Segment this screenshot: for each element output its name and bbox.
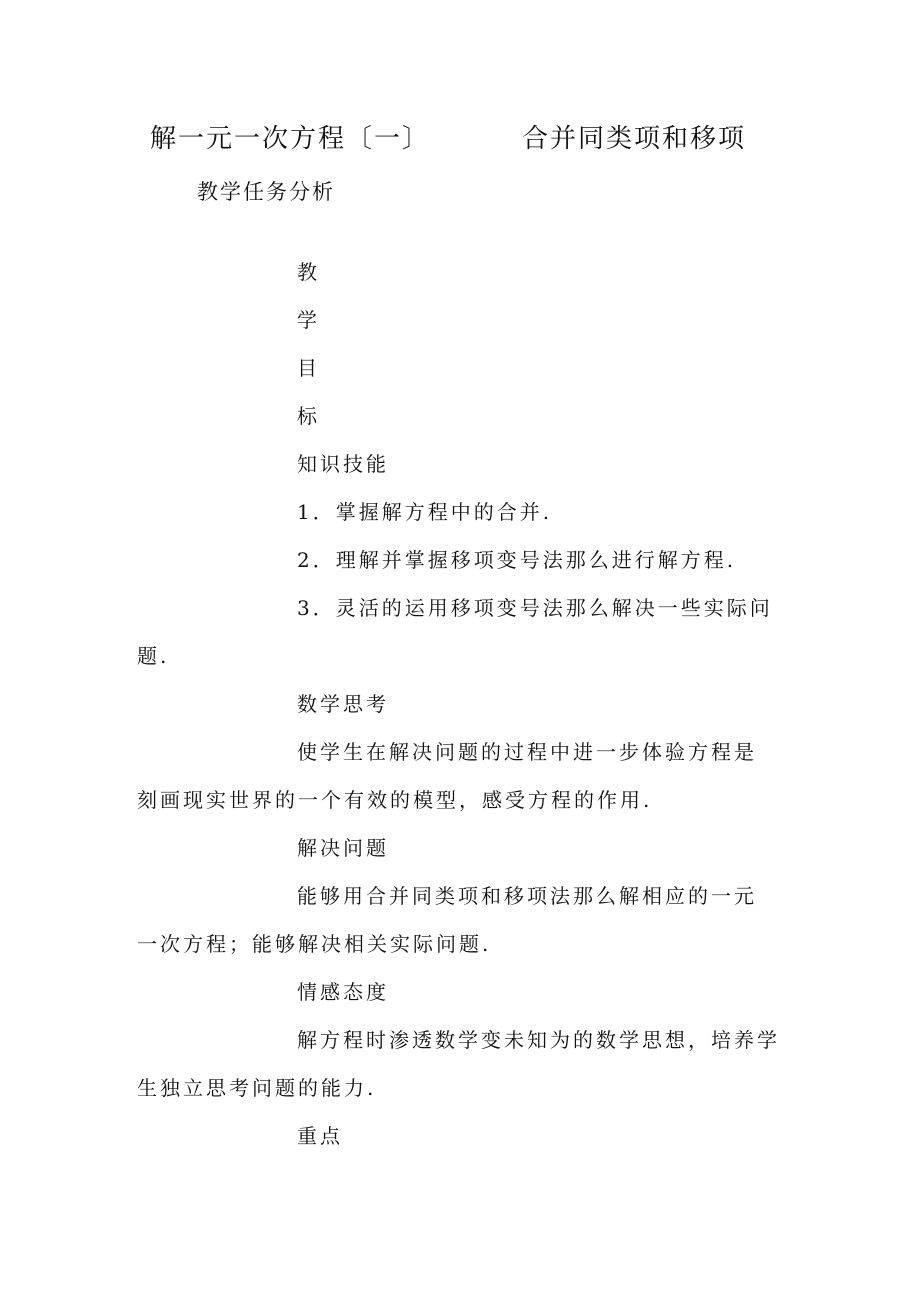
thinking-heading: 数学思考 [297, 692, 389, 716]
section-heading-task-analysis: 教学任务分析 [197, 180, 335, 204]
knowledge-item-1: 1．掌握解方程中的合并. [297, 500, 553, 524]
key-point-heading: 重点 [297, 1124, 343, 1148]
knowledge-item-3-line-2: 题. [137, 644, 170, 668]
attitude-line-2: 生独立思考问题的能力. [137, 1076, 377, 1100]
thinking-line-1: 使学生在解决问题的过程中进一步体验方程是 [297, 740, 757, 764]
problem-solving-line-2: 一次方程；能够解决相关实际问题. [137, 932, 492, 956]
goals-char-2: 学 [297, 308, 320, 332]
problem-solving-heading: 解决问题 [297, 836, 389, 860]
goals-char-1: 教 [297, 260, 320, 284]
knowledge-item-2: 2．理解并掌握移项变号法那么进行解方程. [297, 548, 737, 572]
attitude-heading: 情感态度 [297, 980, 389, 1004]
goals-char-4: 标 [297, 404, 320, 428]
thinking-line-2: 刻画现实世界的一个有效的模型，感受方程的作用. [137, 788, 653, 812]
knowledge-item-3-line-1: 3．灵活的运用移项变号法那么解决一些实际问 [297, 596, 773, 620]
knowledge-heading: 知识技能 [297, 452, 389, 476]
goals-char-3: 目 [297, 356, 320, 380]
document-subtitle: 合并同类项和移项 [522, 124, 747, 154]
attitude-line-1: 解方程时渗透数学变未知为的数学思想，培养学 [297, 1028, 780, 1052]
problem-solving-line-1: 能够用合并同类项和移项法那么解相应的一元 [297, 884, 757, 908]
document-title: 解一元一次方程〔一〕 [150, 124, 431, 154]
